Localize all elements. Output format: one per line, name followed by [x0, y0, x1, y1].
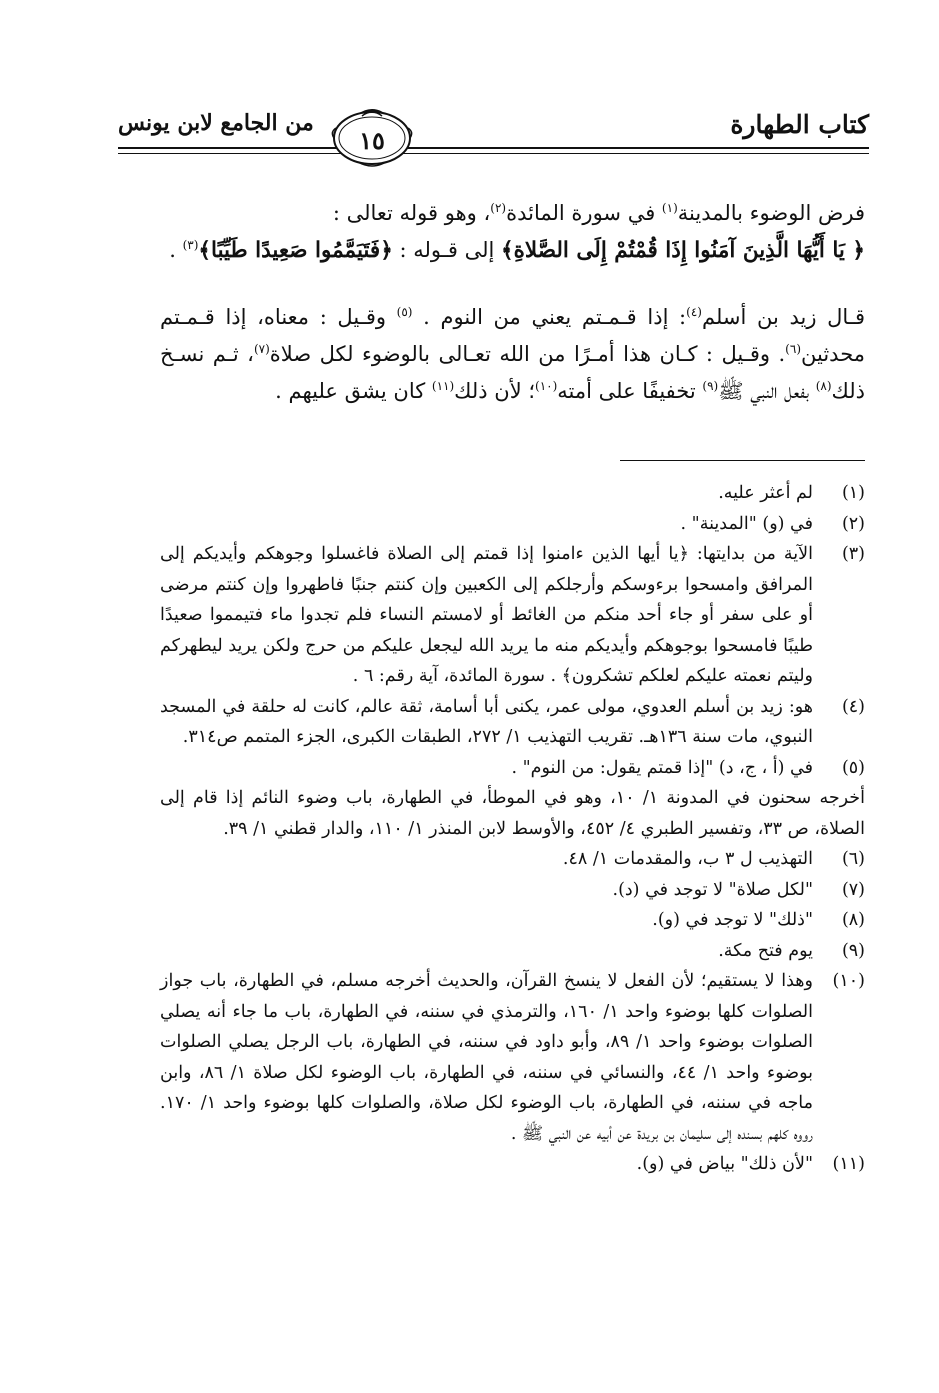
footnote-number: (٥) — [841, 757, 865, 778]
text-run: قـال زيد بن أسلم — [701, 305, 865, 329]
footnote-text: هو: زيد بن أسلم العدوي، مولى عمر، يكنى أبا أسامة، ثقة عالم، كانت له حلقة في المسجد النبوي، مات سنة ١٣٦هـ. تقريب التهذيب ١/ ٢٧٢، الطبقات الكبرى، الجزء المتمم ص٣١٤. — [160, 696, 813, 747]
footnote — [160, 844, 865, 875]
footnote-number: (٧) — [841, 879, 865, 900]
header-rule-thin — [118, 153, 869, 154]
footnote-ref: (٨) — [815, 379, 832, 393]
footnote-number: (٤) — [841, 696, 865, 717]
text-run: ؛ لأن ذلك — [454, 379, 536, 403]
text-run: ، وهو قوله تعالى : — [332, 201, 491, 225]
footnote-number: (٩) — [841, 940, 865, 961]
footnote-ref: (١) — [661, 201, 678, 215]
footnotes — [160, 478, 865, 1180]
footnote-text: الآية من بدايتها: ﴿يا أيها الذين ءامنوا إذا قمتم إلى الصلاة فاغسلوا وجوهكم وأيديكم إلى المرافق وامسحوا برءوسكم وأرجلكم إلى الكعبين وإن كنتم جنبًا فاطهروا وإن كنتم مرضى أو على سفر أو جاء أحد منكم من الغائط أو لامستم النساء فلم تجدوا ماء فتيمموا صعيدًا طيبًا فامسحوا بوجوهكم وأيديكم منه ما يريد الله ليجعل عليكم من حرج ولكن يريد ليطهركم وليتم نعمته عليكم لعلكم تشكرون﴾ . سورة المائدة، آية رقم: ٦ . — [160, 544, 813, 686]
footnote-text: وهذا لا يستقيم؛ لأن الفعل لا ينسخ القرآن، والحديث أخرجه مسلم، في الطهارة، باب جواز الصلوات كلها بوضوء واحد ١/ ١٦٠، والترمذي في سننه، في الطهارة، باب ما جاء أنه يصلي الصلوات بوضوء واحد ١/ ٨٩، وأبو داود في سننه، في الطهارة، باب الرجل يصلي الصلوات بوضوء واحد ١/ ٤٤، والنسائي في سننه، في الطهارة، باب الوضوء لكل صلاة ١/ ٨٦، وابن ماجه في سننه، في الطهارة، باب الوضوء لكل صلاة، والصلوات كلها بوضوء واحد ١/ ١٧٠. رووه كلهم بسنده إلى سليمان بن بريدة عن أبيه عن النبي ﷺ . — [160, 971, 814, 1144]
page-header — [118, 100, 869, 180]
footnote-ref: (٧) — [253, 342, 270, 356]
page-number: ١٥ — [359, 126, 385, 155]
footnote-ref: (٦) — [785, 342, 801, 356]
footnote-ref: (١٠) — [535, 379, 558, 393]
text-run: . — [169, 238, 183, 262]
footnote — [160, 936, 865, 967]
quran-verse: ﴿فَتَيَمَّمُوا صَعِيدًا طَيِّبًا﴾ — [198, 238, 393, 263]
footnote-text: لم أعثر عليه. — [718, 483, 813, 503]
text-run: كان يشق عليهم . — [275, 379, 432, 403]
footnote-number: (٨) — [841, 910, 865, 930]
paragraph-1 — [160, 195, 865, 232]
footnote-ref: (٣) — [182, 238, 199, 252]
footnote-text: في (و) "المدينة" . — [680, 513, 813, 534]
footnote — [160, 509, 865, 540]
footnote-number: (٢) — [841, 513, 865, 534]
quran-verse: ﴿ يَا أَيُّهَا الَّذِينَ آمَنُوا إِذَا قُمْتُمْ إِلَى الصَّلاةِ﴾ — [501, 238, 865, 263]
footnote-text: "لأن ذلك" بياض في (و). — [636, 1154, 813, 1174]
text-run: فرض الوضوء بالمدينة — [677, 201, 865, 225]
footnote — [160, 478, 865, 509]
paragraph-2 — [160, 299, 865, 410]
footnote — [160, 966, 865, 1149]
footnote-ref: (٩) — [702, 379, 719, 393]
collection-title: من الجامع لابن يونس — [118, 110, 314, 136]
footnote-number: (٣) — [841, 544, 865, 564]
header-rule — [118, 147, 869, 149]
footnote — [160, 539, 865, 692]
footnote-number: (٦) — [841, 849, 865, 869]
footnote-text: التهذيب ل ٣ ب، والمقدمات ١/ ٤٨. — [562, 849, 813, 869]
footnote-number: (١١) — [832, 1154, 865, 1174]
footnote — [160, 753, 865, 784]
text-run: . وقـيل : كـان هذا أمـرًا من الله تعـالى بالوضوء لكل صلاة — [269, 342, 786, 366]
footnote-ref: (٥) — [396, 305, 413, 319]
text-run: وقـيل : معناه، إذا قـمـتم محدثين — [160, 305, 865, 366]
footnote-text: "ذلك" لا توجد في (و). — [652, 910, 813, 930]
verse-paragraph — [160, 232, 865, 269]
main-text — [160, 195, 865, 410]
footnote-text: "لكل صلاة" لا توجد في (د). — [612, 879, 813, 900]
footnote-number: (١) — [841, 483, 865, 503]
text-run: بفعل النبي ﷺ — [718, 379, 816, 403]
footnote — [160, 905, 865, 936]
footnote-number: (١٠) — [832, 971, 865, 991]
text-run: : إذا قـمـتم يعني من النوم . — [412, 305, 687, 329]
text-run: إلى قـوله : — [392, 238, 502, 262]
footnote — [160, 692, 865, 753]
text-run: في سورة المائدة — [506, 201, 662, 225]
footnote-continuation: أخرجه سحنون في المدونة ١/ ١٠، وهو في الموطأ، في الطهارة، باب وضوء النائم إذا قام إلى الصلاة، ص ٣٣، وتفسير الطبري ٤/ ٤٥٢، والأوسط لابن المنذر ١/ ١١٠، والدار قطني ١/ ٣٩. — [160, 788, 865, 839]
footnote-separator — [620, 460, 865, 461]
footnote-ref: (٤) — [686, 305, 702, 319]
footnote-text: يوم فتح مكة. — [718, 940, 813, 961]
footnote-ref: (٢) — [490, 201, 507, 215]
book-title: كتاب الطهارة — [730, 110, 869, 139]
footnote — [160, 875, 865, 906]
footnote-text: في (أ ، ج، د) "إذا قمتم يقول: من النوم" . — [511, 757, 813, 778]
page-number-medallion — [328, 104, 416, 168]
text-run: ، ثـم نسـخ ذلك — [160, 342, 865, 403]
footnote-ref: (١١) — [431, 379, 455, 393]
footnote — [160, 1149, 865, 1180]
text-run: تخفيفًا على أمته — [557, 379, 703, 403]
